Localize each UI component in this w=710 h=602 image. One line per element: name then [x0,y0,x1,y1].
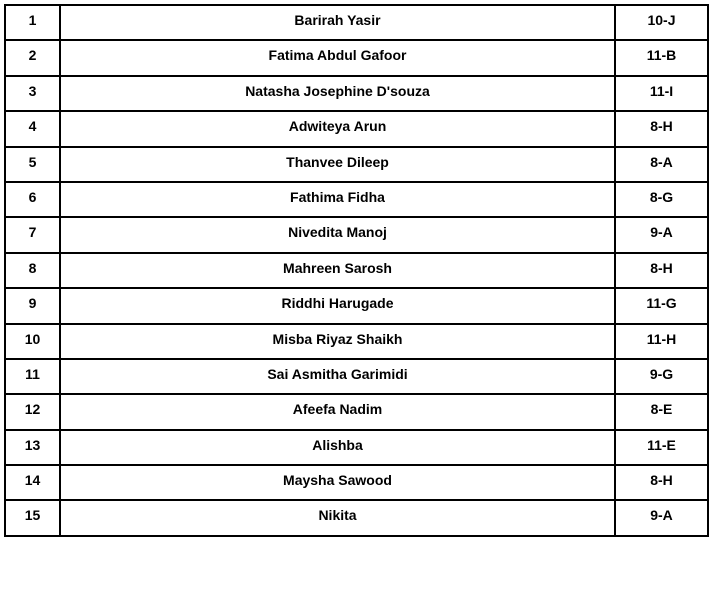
class-section-text: 9-G [649,365,674,382]
class-section-cell [615,40,708,75]
student-name-text: Afeefa Nadim [292,401,383,418]
student-name-cell [60,111,615,146]
row-number-cell [5,288,60,323]
row-number-cell [5,324,60,359]
table-row [5,147,708,182]
table-row [5,500,708,535]
table-row [5,394,708,429]
class-section-text: 11-I [649,82,674,99]
table-row [5,288,708,323]
row-number-cell [5,430,60,465]
row-number-cell [5,147,60,182]
class-section-cell [615,359,708,394]
class-section-text: 11-H [646,330,677,347]
student-name-cell [60,430,615,465]
row-number-text: 15 [24,507,41,524]
class-section-text: 11-G [646,295,677,312]
class-section-cell [615,182,708,217]
row-number-text: 1 [28,12,37,28]
table-row [5,359,708,394]
class-section-text: 8-A [650,153,673,170]
student-name-cell [60,359,615,394]
student-name-cell [60,253,615,288]
table-body [5,5,708,536]
row-number-text: 9 [28,295,37,312]
class-section-text: 8-G [649,188,674,205]
row-number-cell [5,182,60,217]
student-name-cell [60,288,615,323]
row-number-cell [5,5,60,40]
row-number-cell [5,76,60,111]
row-number-text: 4 [28,118,37,135]
row-number-text: 8 [28,259,37,276]
class-section-text: 8-H [650,472,673,489]
student-list-table [4,4,709,537]
class-section-text: 11-E [647,436,676,453]
row-number-cell [5,253,60,288]
student-name-cell [60,217,615,252]
student-name-cell [60,76,615,111]
student-name-cell [60,147,615,182]
row-number-cell [5,394,60,429]
class-section-cell [615,500,708,535]
class-section-text: 8-H [650,118,673,135]
class-section-cell [615,288,708,323]
student-name-cell [60,465,615,500]
table-row [5,182,708,217]
table-row [5,430,708,465]
class-section-cell [615,5,708,40]
table-row [5,76,708,111]
student-name-text: Barirah Yasir [294,12,381,28]
row-number-text: 12 [24,401,41,418]
row-number-text: 6 [28,188,37,205]
row-number-text: 7 [28,224,37,241]
student-name-text: Mahreen Sarosh [283,259,392,276]
table-row [5,40,708,75]
row-number-cell [5,217,60,252]
row-number-text: 11 [25,365,40,382]
row-number-cell [5,359,60,394]
student-name-cell [60,394,615,429]
row-number-text: 14 [24,472,41,489]
class-section-cell [615,76,708,111]
student-name-text: Sai Asmitha Garimidi [267,365,408,382]
class-section-text: 11-B [646,47,677,64]
student-name-cell [60,500,615,535]
student-name-cell [60,40,615,75]
class-section-cell [615,253,708,288]
student-name-cell [60,182,615,217]
table-row [5,217,708,252]
student-name-text: Adwiteya Arun [288,118,387,135]
class-section-text: 9-A [650,224,673,241]
student-name-text: Nikita [318,507,357,524]
student-name-text: Alishba [312,436,363,453]
class-section-cell [615,147,708,182]
student-name-text: Natasha Josephine D'souza [245,82,430,99]
table-row [5,465,708,500]
class-section-text: 9-A [650,507,673,524]
class-section-text: 10-J [647,12,676,28]
class-section-text: 8-E [650,401,673,418]
student-name-cell [60,5,615,40]
table-row [5,324,708,359]
row-number-cell [5,465,60,500]
student-name-text: Riddhi Harugade [281,295,394,312]
class-section-cell [615,324,708,359]
row-number-cell [5,40,60,75]
class-section-cell [615,465,708,500]
class-section-text: 8-H [650,259,673,276]
row-number-cell [5,500,60,535]
row-number-text: 2 [28,47,37,64]
row-number-text: 5 [28,153,37,170]
class-section-cell [615,217,708,252]
student-name-text: Thanvee Dileep [286,153,389,170]
table-row [5,111,708,146]
row-number-text: 3 [28,82,37,99]
row-number-text: 13 [24,436,41,453]
student-name-text: Maysha Sawood [283,472,392,489]
class-section-cell [615,430,708,465]
class-section-cell [615,111,708,146]
row-number-text: 10 [24,330,41,347]
student-name-text: Nivedita Manoj [288,224,387,241]
student-name-text: Misba Riyaz Shaikh [272,330,403,347]
table-row [5,5,708,40]
student-name-cell [60,324,615,359]
class-section-cell [615,394,708,429]
student-name-text: Fatima Abdul Gafoor [268,47,407,64]
row-number-cell [5,111,60,146]
student-name-text: Fathima Fidha [290,188,385,205]
table-row [5,253,708,288]
